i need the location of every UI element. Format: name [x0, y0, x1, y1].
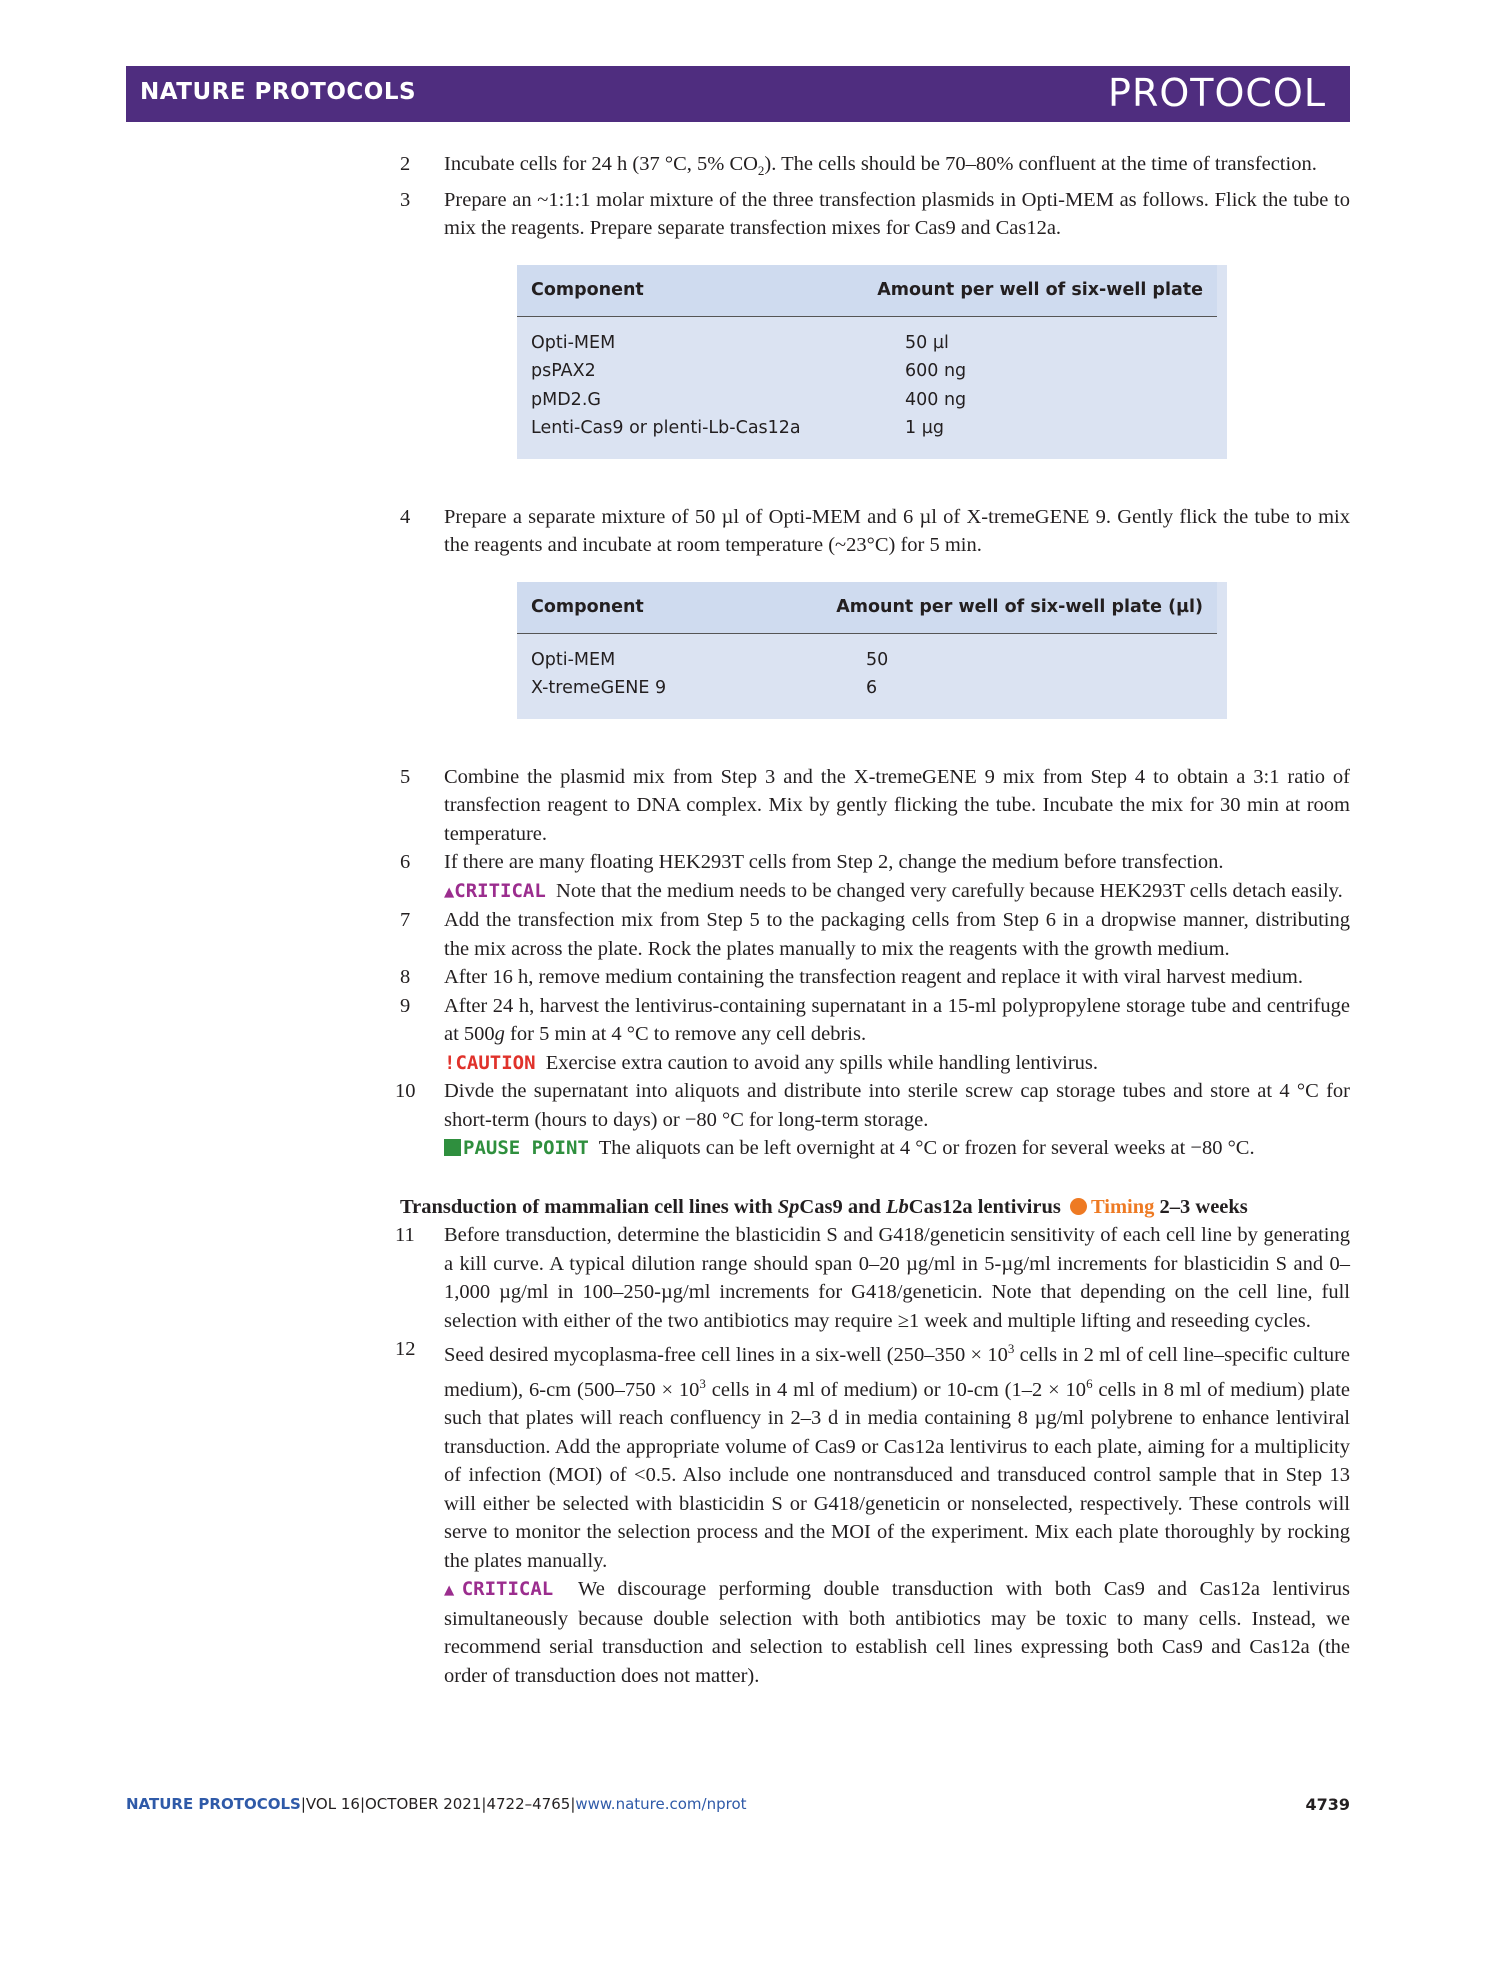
- cell-amount: 600 ng: [905, 361, 967, 381]
- cell-amount: 1 µg: [905, 418, 944, 438]
- page-number: 4739: [1305, 1795, 1350, 1814]
- step-text: Prepare a separate mixture of 50 µl of Opti-MEM and 6 µl of X-tremeGENE 9. Gently flick the tube to mix the reagents and incubate at room temperature (~23°C) for 5 min.: [444, 505, 1350, 556]
- cell-amount: 50: [866, 649, 889, 670]
- step-10: [395, 1077, 1350, 1163]
- step-text: ). The cells should be 70–80% confluent at the time of transfection.: [764, 153, 1317, 175]
- article-type: PROTOCOL: [1108, 71, 1326, 115]
- table-row: [531, 674, 1213, 703]
- italic-g: g: [494, 1023, 505, 1045]
- table-row: [531, 414, 1213, 443]
- step-12: [395, 1335, 1351, 1690]
- heading-text: Cas9 and: [799, 1195, 886, 1218]
- table-header: [517, 582, 1217, 634]
- table-row: [531, 329, 1213, 358]
- footer-url[interactable]: www.nature.com/nprot: [575, 1795, 747, 1813]
- step-number: 2: [400, 153, 411, 175]
- footer-pages: 4722–4765: [486, 1795, 571, 1813]
- table-row: [531, 386, 1213, 415]
- step-text: After 24 h, harvest the lentivirus-containing supernatant in a 15-ml polypropylene storage tube and centrifuge at 500: [444, 994, 1350, 1045]
- heading-text: Cas12a lentivirus: [908, 1195, 1061, 1218]
- step-number: 6: [400, 851, 411, 873]
- subscript: 2: [757, 163, 765, 178]
- cell-component: Opti-MEM: [531, 649, 616, 670]
- step-number: 8: [400, 966, 411, 988]
- section-heading: [400, 1193, 1350, 1222]
- triangle-icon: ▲: [444, 881, 455, 902]
- step-number: 4: [400, 505, 411, 528]
- step-4: [400, 503, 1350, 560]
- timing-dot-icon: [1070, 1198, 1087, 1215]
- header-amount: Amount per well of six-well plate: [877, 280, 1203, 300]
- superscript: 3: [1007, 1341, 1015, 1356]
- cell-component: psPAX2: [531, 361, 596, 381]
- step-text: Add the transfection mix from Step 5 to the packaging cells from Step 6 in a dropwise manner, distributing the mix across the plate. Rock the plates manually to mix the reagents with the growth medium.: [444, 909, 1350, 960]
- superscript: 6: [1086, 1375, 1093, 1391]
- step-number: 10: [395, 1080, 416, 1102]
- critical-label: CRITICAL: [461, 1578, 554, 1600]
- critical-note: [444, 877, 1350, 907]
- critical-note: [444, 1575, 1350, 1690]
- table-row: [531, 646, 1213, 675]
- step-text: Prepare an ~1:1:1 molar mixture of the three transfection plasmids in Opti-MEM as follows. Flick the tube to mix the reagents. Prepare separate transfection mixes for Cas9 and Cas12a.: [444, 188, 1350, 239]
- note-text: The aliquots can be left overnight at 4 °C or frozen for several weeks at −80 °C.: [598, 1137, 1255, 1159]
- step-number: 5: [400, 765, 411, 788]
- cell-component: pMD2.G: [531, 389, 601, 410]
- table-body: [517, 317, 1227, 459]
- cell-amount: 400 ng: [905, 389, 967, 410]
- pause-square-icon: [444, 1139, 461, 1156]
- table-header: [517, 265, 1217, 317]
- heading-italic: Sp: [777, 1195, 800, 1218]
- timing-value: 2–3 weeks: [1159, 1195, 1248, 1218]
- step-number: 9: [400, 994, 411, 1017]
- note-text: Note that the medium needs to be changed very carefully because HEK293T cells detach easily.: [556, 879, 1343, 902]
- journal-name: NATURE PROTOCOLS: [140, 79, 417, 105]
- header-component: Component: [531, 597, 644, 617]
- step-text: for 5 min at 4 °C to remove any cell debris.: [504, 1023, 867, 1045]
- step-text: cells in 2 ml of cell line–specific culture medium), 6-cm (500–750 × 10: [444, 1344, 1351, 1401]
- note-text: We discourage performing double transduction with both Cas9 and Cas12a lentivirus simultaneously because double selection with both antibiotics may be toxic to many cells. Instead, we recommend serial transduction and selection to establish cell lines expressing both Cas9 and Cas12a (the order of transduction does not matter).: [444, 1578, 1350, 1687]
- step-6: [400, 848, 1350, 906]
- step-text: Divde the supernatant into aliquots and distribute into sterile screw cap storage tubes and store at 4 °C for short-term (hours to days) or −80 °C for long-term storage.: [444, 1080, 1350, 1131]
- exclamation-icon: !: [444, 1051, 456, 1074]
- step-text: Seed desired mycoplasma-free cell lines in a six-well (250–350 × 10: [444, 1344, 1008, 1366]
- step-11: [395, 1221, 1350, 1335]
- table-body: [517, 634, 1227, 719]
- header-component: Component: [531, 280, 644, 300]
- timing-label: Timing: [1090, 1195, 1155, 1218]
- caution-label: CAUTION: [455, 1051, 536, 1074]
- step-7: [400, 906, 1350, 963]
- step-text: After 16 h, remove medium containing the transfection reagent and replace it with viral harvest medium.: [444, 966, 1303, 988]
- note-text: Exercise extra caution to avoid any spills while handling lentivirus.: [545, 1051, 1099, 1074]
- footer-journal: NATURE PROTOCOLS: [126, 1795, 301, 1813]
- main-content: [395, 150, 1351, 1690]
- cell-component: Lenti-Cas9 or plenti-Lb-Cas12a: [531, 418, 801, 438]
- footer-volume: VOL 16: [305, 1795, 360, 1813]
- triangle-icon: ▲: [444, 1580, 462, 1600]
- step-2: [400, 150, 1350, 186]
- pause-note: [444, 1134, 1350, 1163]
- step-text: If there are many floating HEK293T cells from Step 2, change the medium before transfection.: [444, 851, 1224, 873]
- header-amount: Amount per well of six-well plate (µl): [836, 597, 1203, 617]
- step-text: Before transduction, determine the blasticidin S and G418/geneticin sensitivity of each cell line by generating a kill curve. A typical dilution range should span 0–20 µg/ml in 5-µg/ml increments for blasticidin S and 0–1,000 µg/ml in 100–250-µg/ml increments for G418/geneticin. Note that depending on the cell line, full selection with either of the two antibiotics may require ≥1 week and multiple lifting and reseeding cycles.: [444, 1224, 1350, 1332]
- step-text: Incubate cells for 24 h (37 °C, 5% CO: [444, 153, 758, 175]
- step-text: cells in 4 ml of medium) or 10-cm (1–2 × 10: [705, 1378, 1087, 1401]
- transfection-reagent-table: [517, 582, 1227, 719]
- plasmid-mix-table: [517, 265, 1227, 459]
- pause-label: PAUSE POINT: [463, 1137, 589, 1159]
- cell-amount: 50 µl: [905, 332, 949, 353]
- step-text: Combine the plasmid mix from Step 3 and the X-tremeGENE 9 mix from Step 4 to obtain a 3:1 ratio of transfection reagent to DNA complex. Mix by gently flicking the tube. Incubate the mix for 30 min at room temperature.: [444, 765, 1350, 845]
- step-9: [400, 992, 1350, 1078]
- step-text: cells in 8 ml of medium) plate such that plates will reach confluency in 2–3 d in media containing 8 µg/ml polybrene to enhance lentiviral transduction. Add the appropriate volume of Cas9 or Cas12a lentivirus to each plate, aiming for a multiplicity of infection (MOI) of <0.5. Also include one nontransduced and transduced control sample that in Step 13 will either be selected with blasticidin S or G418/geneticin or nonselected, respectively. These controls will serve to monitor the selection process and the MOI of the experiment. Mix each plate thoroughly by rocking the plates manually.: [444, 1378, 1350, 1572]
- step-3: [400, 186, 1350, 243]
- cell-component: Opti-MEM: [531, 332, 616, 353]
- step-5: [400, 763, 1350, 849]
- step-number: 7: [400, 909, 411, 931]
- table-row: [531, 357, 1213, 386]
- caution-note: [444, 1049, 1350, 1078]
- heading-text: Transduction of mammalian cell lines with: [400, 1195, 778, 1218]
- critical-label: CRITICAL: [454, 879, 546, 902]
- superscript: 3: [699, 1375, 706, 1391]
- footer-date: OCTOBER 2021: [365, 1795, 482, 1813]
- cell-amount: 6: [866, 678, 878, 698]
- step-number: 12: [395, 1338, 416, 1360]
- cell-component: X-tremeGENE 9: [531, 678, 667, 698]
- step-number: 3: [400, 188, 411, 211]
- heading-italic: Lb: [886, 1195, 909, 1218]
- page-footer: NATURE PROTOCOLS|VOL 16|OCTOBER 2021|4722–4765|www.nature.com/nprot 4739: [126, 1795, 1350, 1814]
- step-number: 11: [395, 1224, 415, 1246]
- step-8: [400, 963, 1350, 992]
- header-banner: [126, 66, 1350, 122]
